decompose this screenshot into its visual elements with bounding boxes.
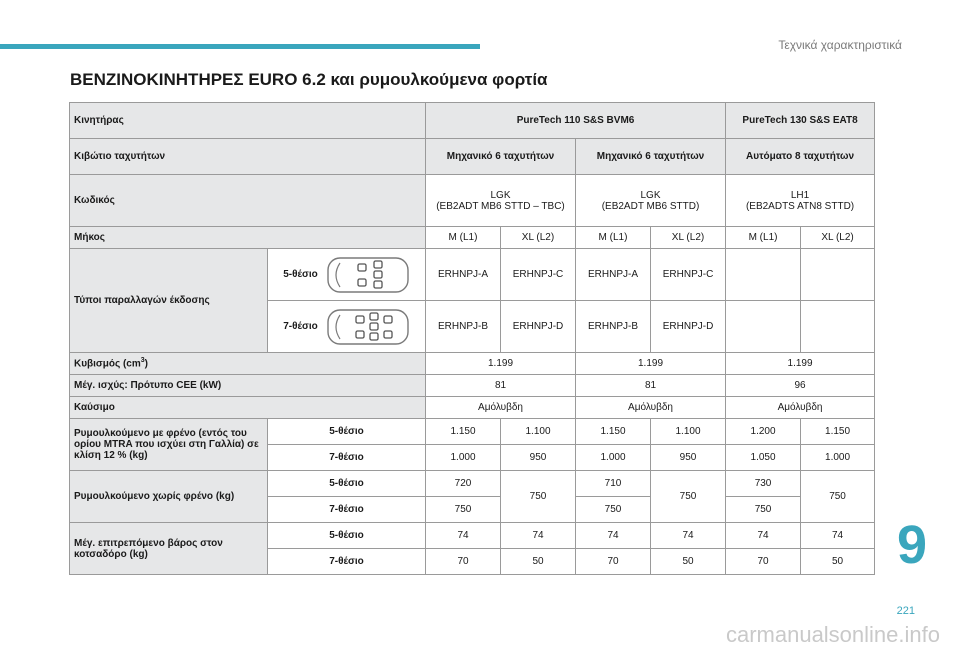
noseweight-cell: 74 — [651, 523, 726, 549]
length-cell: XL (L2) — [801, 227, 875, 249]
noseweight-cell: 50 — [651, 549, 726, 575]
section-title: Τεχνικά χαρακτηριστικά — [778, 38, 902, 52]
unbraked-label: Ρυμουλκούμενο χωρίς φρένο (kg) — [70, 471, 268, 523]
variant-cell — [801, 301, 875, 353]
watermark: carmanualsonline.info — [725, 622, 940, 647]
variant-cell — [726, 249, 801, 301]
noseweight-cell: 50 — [801, 549, 875, 575]
chapter-number: 9 — [897, 515, 928, 575]
gearbox-1: Μηχανικό 6 ταχυτήτων — [426, 139, 576, 175]
unbraked-cell: 750 — [426, 497, 501, 523]
gearbox-label: Κιβώτιο ταχυτήτων — [70, 139, 426, 175]
displacement-label: Κυβισμός $(cm^3)$ — [70, 353, 426, 375]
length-cell: XL (L2) — [501, 227, 576, 249]
variant-cell: ERHNPJ-C — [651, 249, 726, 301]
code-2: LGK (EB2ADT MB6 STTD) — [576, 175, 726, 227]
fuel-cell: Αμόλυβδη — [726, 397, 875, 419]
noseweight-cell: 50 — [501, 549, 576, 575]
table-row — [70, 471, 875, 497]
noseweight-cell: 74 — [426, 523, 501, 549]
unbraked-cell: 730 — [726, 471, 801, 497]
table-row — [70, 353, 875, 375]
fuel-cell: Αμόλυβδη — [576, 397, 726, 419]
seat7-label: 7-θέσιο — [268, 549, 426, 575]
noseweight-label: Μέγ. επιτρεπόμενο βάρος στον κοτσαδόρο (kg) — [70, 523, 268, 575]
variant-cell: ERHNPJ-A — [426, 249, 501, 301]
table-row — [70, 397, 875, 419]
braked-cell: 1.200 — [726, 419, 801, 445]
variant-cell — [726, 301, 801, 353]
unbraked-cell: 720 — [426, 471, 501, 497]
power-cell: 81 — [426, 375, 576, 397]
seat5-label: 5-θέσιο — [268, 419, 426, 445]
chapter-tab — [893, 515, 960, 584]
braked-cell: 1.150 — [426, 419, 501, 445]
table-row — [70, 419, 875, 445]
unbraked-cell: 750 — [576, 497, 651, 523]
displacement-cell: 1.199 — [576, 353, 726, 375]
van-7-seat-icon — [326, 307, 410, 347]
variant-cell: ERHNPJ-B — [426, 301, 501, 353]
table-row — [70, 175, 875, 227]
gearbox-2: Μηχανικό 6 ταχυτήτων — [576, 139, 726, 175]
power-cell: 96 — [726, 375, 875, 397]
table-row — [70, 249, 875, 301]
seat7-label: 7-θέσιο — [268, 497, 426, 523]
gearbox-3: Αυτόματο 8 ταχυτήτων — [726, 139, 875, 175]
braked-cell: 1.100 — [501, 419, 576, 445]
seat7-variant-cell — [268, 301, 426, 353]
braked-cell: 1.000 — [426, 445, 501, 471]
table-row — [70, 139, 875, 175]
braked-cell: 1.000 — [801, 445, 875, 471]
length-cell: M (L1) — [426, 227, 501, 249]
table-row — [70, 103, 875, 139]
braked-cell: 950 — [501, 445, 576, 471]
unbraked-cell: 750 — [501, 471, 576, 523]
variant-cell: ERHNPJ-B — [576, 301, 651, 353]
noseweight-cell: 70 — [726, 549, 801, 575]
displacement-cell: 1.199 — [726, 353, 875, 375]
seat5-variant-cell — [268, 249, 426, 301]
length-cell: M (L1) — [726, 227, 801, 249]
noseweight-cell: 74 — [576, 523, 651, 549]
engine-1: PureTech 110 S&S BVM6 — [426, 103, 726, 139]
braked-cell: 1.150 — [576, 419, 651, 445]
braked-cell: 1.150 — [801, 419, 875, 445]
variant-cell: ERHNPJ-A — [576, 249, 651, 301]
noseweight-cell: 70 — [426, 549, 501, 575]
variant-cell — [801, 249, 875, 301]
unbraked-cell: 710 — [576, 471, 651, 497]
length-label: Μήκος — [70, 227, 426, 249]
variant-label: Τύποι παραλλαγών έκδοσης — [70, 249, 268, 353]
table-row — [70, 523, 875, 549]
seat5-label: 5-θέσιο — [268, 471, 426, 497]
displacement-cell: 1.199 — [426, 353, 576, 375]
van-5-seat-icon — [326, 255, 410, 295]
variant-cell: ERHNPJ-D — [651, 301, 726, 353]
code-3: LH1 (EB2ADTS ATN8 STTD) — [726, 175, 875, 227]
variant-cell: ERHNPJ-D — [501, 301, 576, 353]
engine-2: PureTech 130 S&S EAT8 — [726, 103, 875, 139]
table-row — [70, 227, 875, 249]
header-accent-bar — [0, 44, 480, 49]
code-label: Κωδικός — [70, 175, 426, 227]
seat7-label: 7-θέσιο — [268, 445, 426, 471]
power-label: Μέγ. ισχύς: Πρότυπο CEE (kW) — [70, 375, 426, 397]
spec-table — [69, 102, 875, 575]
length-cell: M (L1) — [576, 227, 651, 249]
braked-label: Ρυμουλκούμενο με φρένο (εντός του ορίου MTRA που ισχύει στη Γαλλία) σε κλίση 12 % (kg) — [70, 419, 268, 471]
fuel-cell: Αμόλυβδη — [426, 397, 576, 419]
unbraked-cell: 750 — [801, 471, 875, 523]
page-number: 221 — [896, 605, 915, 617]
noseweight-cell: 70 — [576, 549, 651, 575]
braked-cell: 950 — [651, 445, 726, 471]
unbraked-cell: 750 — [651, 471, 726, 523]
table-row — [70, 375, 875, 397]
code-1: LGK (EB2ADT MB6 STTD – TBC) — [426, 175, 576, 227]
power-cell: 81 — [576, 375, 726, 397]
noseweight-cell: 74 — [501, 523, 576, 549]
noseweight-cell: 74 — [801, 523, 875, 549]
unbraked-cell: 750 — [726, 497, 801, 523]
seat7-label: 7-θέσιο — [283, 321, 318, 332]
fuel-label: Καύσιμο — [70, 397, 426, 419]
noseweight-cell: 74 — [726, 523, 801, 549]
variant-cell: ERHNPJ-C — [501, 249, 576, 301]
seat5-label: 5-θέσιο — [268, 523, 426, 549]
length-cell: XL (L2) — [651, 227, 726, 249]
seat5-label: 5-θέσιο — [283, 269, 318, 280]
braked-cell: 1.050 — [726, 445, 801, 471]
engine-label: Κινητήρας — [70, 103, 426, 139]
braked-cell: 1.000 — [576, 445, 651, 471]
page-heading: ΒΕΝΖΙΝΟΚΙΝΗΤΗΡΕΣ EURO 6.2 και ρυμουλκούμενα φορτία — [70, 70, 548, 89]
braked-cell: 1.100 — [651, 419, 726, 445]
